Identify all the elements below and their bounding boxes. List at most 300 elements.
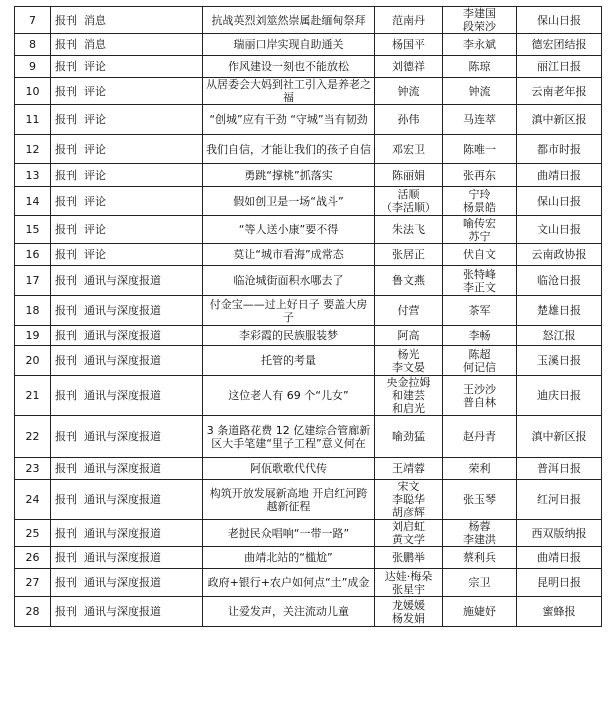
row-editor [443,458,517,480]
row-media [517,416,602,458]
row-title [203,326,375,346]
row-number [15,164,51,187]
row-type-label: 报刊 [55,274,77,287]
table-row [15,135,602,164]
row-type [51,597,203,627]
row-column-label: 评论 [84,223,106,236]
row-type-label: 报刊 [55,194,77,208]
row-number-text: 13 [25,168,40,182]
row-editor [443,78,517,105]
row-editor-text: 钟流 [468,84,491,98]
row-number [15,266,51,296]
row-number [15,56,51,78]
row-type [51,480,203,520]
row-title [203,56,375,78]
row-editor-text: 李畅 [468,329,491,342]
table-row [15,416,602,458]
row-title-text: 莫让“城市看海”成常态 [233,248,344,261]
table-row [15,547,602,569]
row-editor-text: 荣利 [468,462,491,475]
row-title-text: 让爱发声，关注流动儿童 [228,605,349,618]
row-title-text: 从居委会大妈到社工引入是养老之福 [206,78,371,104]
row-title [203,569,375,597]
row-author [375,78,443,105]
row-media [517,266,602,296]
row-author [375,569,443,597]
row-number [15,135,51,164]
row-number-text: 18 [25,304,40,317]
row-number-text: 17 [25,274,40,287]
row-number [15,416,51,458]
row-column-label: 消息 [84,38,106,51]
row-author [375,105,443,135]
row-type-label: 报刊 [55,462,77,475]
row-number [15,187,51,216]
row-number [15,296,51,326]
row-author-text: 钟流 [397,84,420,98]
table-row [15,244,602,266]
row-type-label: 报刊 [55,142,77,156]
row-title-text: 构筑开放发展新高地 开启红河跨越新征程 [209,486,368,513]
row-title-text: 勇跳“撑桃”抓落实 [244,168,333,182]
row-title-text: 老挝民众唱响“一带一路” [227,526,350,540]
row-title [203,547,375,569]
table-row [15,187,602,216]
row-type [51,547,203,569]
row-author-text: 鲁文燕 [392,274,425,287]
row-media [517,346,602,376]
row-author [375,135,443,164]
row-type-label: 报刊 [55,38,77,51]
table-row [15,216,602,244]
row-media [517,105,602,135]
row-column-label: 通讯与深度报道 [84,551,161,564]
row-column-label: 通讯与深度报道 [84,430,161,443]
row-type-label: 报刊 [55,605,77,618]
row-number-text: 12 [25,142,40,156]
row-number [15,326,51,346]
row-author-text: 达娃·梅朵 张星宇 [384,569,433,596]
row-editor [443,187,517,216]
row-editor [443,346,517,376]
row-column-label: 通讯与深度报道 [84,605,161,618]
row-media [517,376,602,416]
table-row [15,56,602,78]
row-title-text: 付金宝——过上好日子 要盖大房子 [209,297,368,324]
row-editor-text: 蔡利兵 [463,551,496,564]
row-author-text: 刘启虹 黄文学 [392,520,425,546]
row-editor [443,266,517,296]
row-number-text: 10 [25,84,40,98]
row-number [15,78,51,105]
row-editor [443,569,517,597]
row-author [375,164,443,187]
row-media [517,135,602,164]
row-media-text: 滇中新区报 [531,113,587,126]
row-media [517,244,602,266]
row-title-text: 临沧城街面积水哪去了 [233,274,344,287]
row-editor [443,7,517,34]
row-type [51,346,203,376]
row-media-text: 德宏团结报 [531,38,587,51]
row-editor-text: 喻传宏 苏宁 [463,216,496,243]
row-author-text: 张鹏举 [392,551,425,564]
row-title [203,597,375,627]
row-number-text: 23 [25,462,40,475]
row-author-text: 活顺 （李活顺） [381,188,436,214]
row-column-label: 消息 [84,13,106,27]
row-number [15,346,51,376]
row-column-label: 通讯与深度报道 [84,354,161,367]
row-editor-text: 伏自文 [463,248,496,261]
row-editor [443,244,517,266]
row-number-text: 26 [25,551,40,564]
row-column-label: 评论 [84,113,106,126]
row-type [51,34,203,56]
table-row [15,458,602,480]
row-number-text: 7 [29,13,36,27]
table-row [15,34,602,56]
row-author [375,458,443,480]
row-editor [443,105,517,135]
row-author [375,296,443,326]
row-author-text: 邓宏卫 [392,142,425,156]
row-media [517,187,602,216]
table-row [15,346,602,376]
row-author [375,244,443,266]
row-media [517,78,602,105]
row-title [203,376,375,416]
row-media [517,547,602,569]
row-column-label: 评论 [84,248,106,261]
row-media [517,216,602,244]
row-title [203,480,375,520]
row-media-text: 保山日报 [537,13,581,27]
row-title [203,346,375,376]
row-title [203,105,375,135]
row-author-text: 孙伟 [397,113,420,126]
row-author-text: 杨国平 [392,38,425,51]
row-media-text: 蜜蜂报 [542,605,576,618]
row-editor-text: 陈超 何记信 [463,347,496,374]
row-editor-text: 张玉琴 [463,493,496,506]
row-author [375,416,443,458]
row-author [375,56,443,78]
table-row [15,597,602,627]
row-type [51,187,203,216]
row-title-text: 3 条道路花费 12 亿建综合管廊新区大手笔建“里子工程”意义何在 [206,423,371,450]
row-number-text: 24 [25,493,40,506]
row-number-text: 14 [25,194,40,208]
row-type [51,266,203,296]
row-number [15,7,51,34]
row-type-label: 报刊 [55,430,77,443]
row-title-text: 政府+银行+农户如何点“土”成金 [207,576,370,589]
row-editor-text: 李永斌 [463,38,496,51]
row-title [203,135,375,164]
row-title [203,416,375,458]
row-column-label: 评论 [84,142,106,156]
row-title [203,34,375,56]
table-row [15,266,602,296]
row-title [203,216,375,244]
row-editor-text: 张再东 [463,168,496,182]
row-number [15,569,51,597]
row-title [203,458,375,480]
row-editor-text: 施婕妤 [463,605,496,618]
row-editor [443,216,517,244]
row-number-text: 9 [29,60,36,73]
row-title [203,78,375,105]
row-title-text: 作风建设一刻也不能放松 [228,60,349,73]
row-number-text: 15 [25,223,40,236]
row-type-label: 报刊 [55,354,77,367]
row-title [203,266,375,296]
row-type-label: 报刊 [55,329,77,342]
table-row [15,569,602,597]
row-column-label: 通讯与深度报道 [84,526,161,540]
row-column-label: 通讯与深度报道 [84,274,161,287]
row-media [517,458,602,480]
row-author [375,480,443,520]
row-editor-text: 马连萃 [463,113,496,126]
row-editor-text: 李建国 段荣沙 [463,7,496,33]
row-editor-text: 杨蓉 李建洪 [463,520,496,546]
row-media-text: 保山日报 [537,194,581,208]
row-type-label: 报刊 [55,526,77,540]
row-type-label: 报刊 [55,576,77,589]
row-author [375,266,443,296]
row-title [203,164,375,187]
row-title-text: 假如创卫是一场“战斗” [233,194,344,208]
row-column-label: 通讯与深度报道 [84,389,161,402]
row-column-label: 通讯与深度报道 [84,462,161,475]
row-title-text: 阿佤歌歌代代传 [250,462,327,475]
row-media-text: 曲靖日报 [537,168,581,182]
row-media [517,326,602,346]
row-media [517,520,602,547]
row-type-label: 报刊 [55,551,77,564]
table-row [15,376,602,416]
row-author-text: 陈丽娟 [392,168,425,182]
row-author [375,346,443,376]
row-editor [443,135,517,164]
row-title-text: 李彩霞的民族服装梦 [239,329,338,342]
row-title [203,187,375,216]
row-media-text: 西双版纳报 [531,526,587,540]
table-row [15,78,602,105]
row-media [517,7,602,34]
row-editor [443,416,517,458]
row-type [51,56,203,78]
row-type-label: 报刊 [55,113,77,126]
row-media-text: 文山日报 [537,223,581,236]
row-editor [443,164,517,187]
row-type [51,244,203,266]
row-editor-text: 陈唯一 [463,142,496,156]
row-title-text: “创城”应有干劲 “守城”当有韧劲 [209,113,368,126]
row-number-text: 19 [25,329,40,342]
row-author [375,376,443,416]
table-row [15,480,602,520]
row-type-label: 报刊 [55,84,77,98]
row-title-text: 瑞丽口岸实现自助通关 [233,38,344,51]
row-editor [443,326,517,346]
table-row [15,326,602,346]
row-type [51,569,203,597]
row-type [51,216,203,244]
row-type-label: 报刊 [55,493,77,506]
row-column-label: 评论 [84,194,106,208]
row-column-label: 评论 [84,168,106,182]
row-title [203,7,375,34]
row-type [51,164,203,187]
row-media-text: 滇中新区报 [531,430,587,443]
row-media-text: 玉溪日报 [537,354,581,367]
row-author [375,187,443,216]
row-title-text: 这位老人有 69 个“儿女” [228,389,349,402]
row-author-text: 付营 [397,304,420,317]
row-author-text: 杨光 李文晏 [392,347,425,374]
row-author [375,547,443,569]
row-media [517,34,602,56]
row-editor [443,520,517,547]
table-row [15,7,602,34]
row-number [15,520,51,547]
row-media-text: 红河日报 [537,493,581,506]
row-type [51,78,203,105]
row-author-text: 龙媛媛 杨发娟 [392,598,425,625]
table-row [15,296,602,326]
row-type [51,296,203,326]
row-number-text: 22 [25,430,40,443]
row-type-label: 报刊 [55,168,77,182]
row-number [15,244,51,266]
row-type-label: 报刊 [55,13,77,27]
row-title-text: 我们自信，才能让我们的孩子自信 [206,142,371,156]
row-number-text: 27 [25,576,40,589]
row-author [375,7,443,34]
row-column-label: 评论 [84,84,106,98]
row-number [15,547,51,569]
row-title [203,244,375,266]
row-media-text: 云南政协报 [531,248,587,261]
table-row [15,164,602,187]
row-column-label: 通讯与深度报道 [84,493,161,506]
row-author [375,216,443,244]
row-title-text: 曲靖北站的“槛尬” [244,551,333,564]
row-author-text: 宋文 李聪华 胡彦辉 [392,480,425,519]
row-type [51,135,203,164]
row-media [517,597,602,627]
row-title-text: 托管的考量 [261,354,316,367]
row-number [15,480,51,520]
row-media-text: 怒江报 [542,329,576,342]
row-media [517,480,602,520]
row-author-text: 朱法飞 [392,223,425,236]
row-number-text: 8 [29,38,36,51]
row-type [51,458,203,480]
row-title [203,520,375,547]
row-media [517,569,602,597]
row-editor [443,547,517,569]
table-body [15,7,602,627]
row-author [375,326,443,346]
row-number [15,34,51,56]
row-editor-text: 宗卫 [468,576,491,589]
row-title-text: 抗战英烈刘筮然崇属赴缅甸祭拜 [211,13,366,27]
row-column-label: 通讯与深度报道 [84,576,161,589]
row-author-text: 央金拉姆 和建芸 和启光 [386,376,431,415]
row-media-text: 临沧日报 [537,274,581,287]
row-media-text: 迪庆日报 [537,389,581,402]
row-author [375,34,443,56]
row-number [15,105,51,135]
row-editor-text: 张特峰 李正文 [463,267,496,294]
row-author-text: 刘德祥 [392,60,425,73]
row-editor-text: 王沙沙 普自林 [463,382,496,409]
row-media-text: 都市时报 [537,142,581,156]
row-type-label: 报刊 [55,60,77,73]
row-media [517,296,602,326]
row-title-text: “等人送小康”要不得 [238,223,339,236]
row-editor [443,34,517,56]
row-editor [443,480,517,520]
table-row [15,105,602,135]
row-editor-text: 陈琼 [468,60,491,73]
row-number [15,376,51,416]
row-type-label: 报刊 [55,248,77,261]
row-editor [443,597,517,627]
row-type-label: 报刊 [55,389,77,402]
row-editor-text: 宁玲 杨景皓 [463,188,496,214]
row-author-text: 阿高 [397,329,420,342]
row-column-label: 通讯与深度报道 [84,304,161,317]
row-media-text: 曲靖日报 [537,551,581,564]
row-author-text: 范南丹 [392,13,425,27]
row-author [375,597,443,627]
row-editor-text: 赵丹青 [463,430,496,443]
row-number-text: 16 [25,248,40,261]
row-column-label: 通讯与深度报道 [84,329,161,342]
row-editor [443,296,517,326]
row-media-text: 昆明日报 [537,576,581,589]
row-media-text: 楚雄日报 [537,304,581,317]
row-editor [443,56,517,78]
row-author-text: 王靖蓉 [392,462,425,475]
row-number [15,597,51,627]
row-editor-text: 茶军 [468,304,491,317]
row-type-label: 报刊 [55,223,77,236]
awards-table [14,6,602,627]
row-media-text: 普洱日报 [537,462,581,475]
row-type [51,326,203,346]
row-number-text: 11 [25,113,40,126]
row-author-text: 张居正 [392,248,425,261]
row-number-text: 28 [25,605,40,618]
row-editor [443,376,517,416]
row-type [51,105,203,135]
row-author-text: 喻劲猛 [392,430,425,443]
row-title [203,296,375,326]
row-type [51,416,203,458]
row-author [375,520,443,547]
row-number [15,216,51,244]
row-type-label: 报刊 [55,304,77,317]
row-column-label: 评论 [84,60,106,73]
row-media [517,56,602,78]
row-type [51,376,203,416]
